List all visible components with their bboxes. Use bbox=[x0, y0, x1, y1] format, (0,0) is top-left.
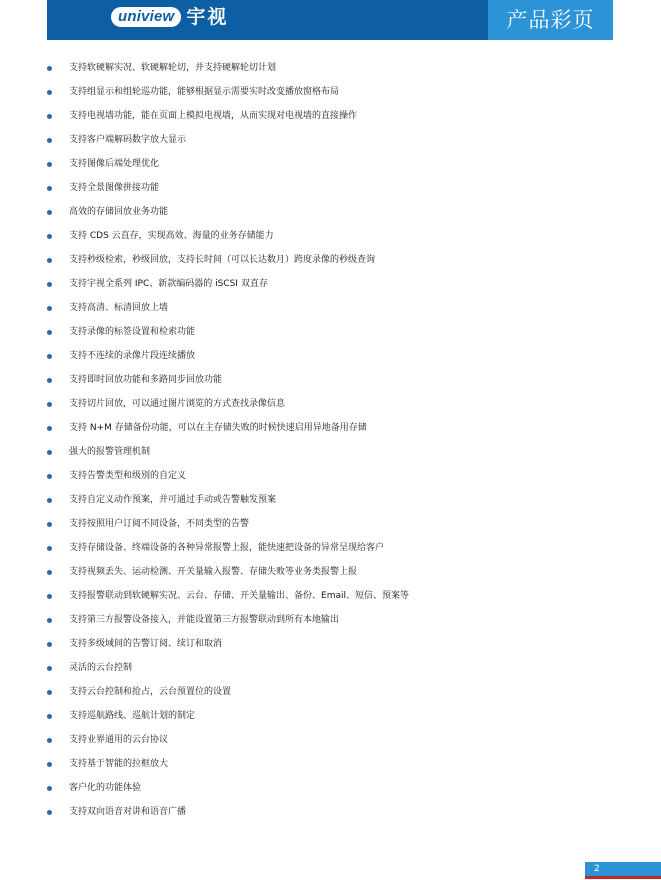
bullet-icon bbox=[47, 810, 52, 815]
list-item bbox=[47, 776, 607, 800]
list-item bbox=[47, 224, 607, 248]
list-item-text: 支持按照用户订阅不同设备，不同类型的告警 bbox=[69, 519, 250, 529]
list-item-text: 支持高清、标清回放上墙 bbox=[69, 303, 169, 313]
list-item-text: 支持宇视全系列 IPC、新款编码器的 iSCSI 双直存 bbox=[69, 279, 268, 289]
list-item-text: 客户化的功能体验 bbox=[69, 783, 142, 793]
list-item bbox=[47, 704, 607, 728]
bullet-icon bbox=[47, 738, 52, 743]
bullet-icon bbox=[47, 90, 52, 95]
list-item bbox=[47, 728, 607, 752]
list-item bbox=[47, 368, 607, 392]
list-item-text: 支持巡航路线、巡航计划的制定 bbox=[69, 711, 196, 721]
list-item bbox=[47, 440, 607, 464]
list-item bbox=[47, 296, 607, 320]
list-item-text: 支持软硬解实况、软硬解轮切，并支持硬解轮切计划 bbox=[69, 63, 277, 73]
list-item bbox=[47, 752, 607, 776]
bullet-icon bbox=[47, 354, 52, 359]
list-item bbox=[47, 272, 607, 296]
list-item-text: 支持 N+M 存储备份功能，可以在主存储失败的时候快速启用异地备用存储 bbox=[69, 423, 367, 433]
list-item bbox=[47, 128, 607, 152]
list-item-text: 支持图像后端处理优化 bbox=[69, 159, 160, 169]
bullet-icon bbox=[47, 210, 52, 215]
logo-chinese-name: 宇视 bbox=[186, 6, 229, 28]
list-item bbox=[47, 656, 607, 680]
footer-accent-line bbox=[585, 876, 661, 879]
list-item-text: 灵活的云台控制 bbox=[69, 663, 133, 673]
list-item bbox=[47, 584, 607, 608]
list-item-text: 支持不连续的录像片段连续播放 bbox=[69, 351, 196, 361]
list-item-text: 支持即时回放功能和多路同步回放功能 bbox=[69, 375, 223, 385]
list-item bbox=[47, 416, 607, 440]
bullet-icon bbox=[47, 306, 52, 311]
bullet-icon bbox=[47, 474, 52, 479]
list-item-text: 支持多级域间的告警订阅、续订和取消 bbox=[69, 639, 223, 649]
list-item-text: 支持组显示和组轮巡功能，能够根据显示需要实时改变播放窗格布局 bbox=[69, 87, 340, 97]
list-item bbox=[47, 56, 607, 80]
list-item-text: 支持电视墙功能，能在页面上模拟电视墙，从而实现对电视墙的直接操作 bbox=[69, 111, 358, 121]
bullet-icon bbox=[47, 498, 52, 503]
list-item-text: 强大的报警管理机制 bbox=[69, 447, 151, 457]
uniview-logo bbox=[111, 6, 228, 28]
list-item-text: 支持录像的标签设置和检索功能 bbox=[69, 327, 196, 337]
list-item bbox=[47, 80, 607, 104]
list-item bbox=[47, 320, 607, 344]
bullet-icon bbox=[47, 642, 52, 647]
list-item bbox=[47, 104, 607, 128]
list-item bbox=[47, 344, 607, 368]
list-item-text: 支持客户端解码数字放大显示 bbox=[69, 135, 187, 145]
list-item-text: 支持业界通用的云台协议 bbox=[69, 735, 169, 745]
bullet-icon bbox=[47, 114, 52, 119]
bullet-icon bbox=[47, 66, 52, 71]
bullet-icon bbox=[47, 282, 52, 287]
bullet-icon bbox=[47, 402, 52, 407]
list-item-text: 支持双向语音对讲和语音广播 bbox=[69, 807, 187, 817]
bullet-icon bbox=[47, 138, 52, 143]
list-item-text: 支持切片回放，可以通过图片浏览的方式查找录像信息 bbox=[69, 399, 286, 409]
list-item-text: 支持视频丢失、运动检测、开关量输入报警、存储失败等业务类报警上报 bbox=[69, 567, 358, 577]
list-item-text: 支持自定义动作预案，并可通过手动或告警触发预案 bbox=[69, 495, 277, 505]
list-item bbox=[47, 536, 607, 560]
list-item-text: 支持第三方报警设备接入，并能设置第三方报警联动到所有本地输出 bbox=[69, 615, 340, 625]
bullet-icon bbox=[47, 786, 52, 791]
bullet-icon bbox=[47, 594, 52, 599]
list-item bbox=[47, 176, 607, 200]
bullet-icon bbox=[47, 714, 52, 719]
bullet-icon bbox=[47, 546, 52, 551]
page-number: 2 bbox=[594, 864, 600, 874]
bullet-icon bbox=[47, 330, 52, 335]
page-title: 产品彩页 bbox=[488, 0, 613, 40]
logo-wordmark: uniview bbox=[111, 7, 181, 27]
bullet-icon bbox=[47, 234, 52, 239]
list-item bbox=[47, 248, 607, 272]
bullet-icon bbox=[47, 378, 52, 383]
list-item bbox=[47, 560, 607, 584]
list-item-text: 支持秒级检索，秒级回放，支持长时间（可以长达数月）跨度录像的秒级查询 bbox=[69, 255, 376, 265]
list-item-text: 支持全景图像拼接功能 bbox=[69, 183, 160, 193]
list-item bbox=[47, 800, 607, 824]
list-item-text: 支持存储设备、终端设备的各种异常报警上报，能快速把设备的异常呈现给客户 bbox=[69, 543, 385, 553]
bullet-icon bbox=[47, 426, 52, 431]
list-item bbox=[47, 152, 607, 176]
list-item bbox=[47, 488, 607, 512]
bullet-icon bbox=[47, 666, 52, 671]
list-item-text: 高效的存储回放业务功能 bbox=[69, 207, 169, 217]
bullet-icon bbox=[47, 162, 52, 167]
list-item-text: 支持报警联动到软硬解实况、云台、存储、开关量输出、备份、Email、短信、预案等 bbox=[69, 591, 409, 601]
bullet-icon bbox=[47, 450, 52, 455]
list-item bbox=[47, 392, 607, 416]
list-item bbox=[47, 680, 607, 704]
bullet-icon bbox=[47, 258, 52, 263]
bullet-icon bbox=[47, 570, 52, 575]
feature-list bbox=[47, 56, 607, 824]
list-item-text: 支持 CDS 云直存，实现高效、海量的业务存储能力 bbox=[69, 231, 274, 241]
bullet-icon bbox=[47, 690, 52, 695]
list-item bbox=[47, 200, 607, 224]
bullet-icon bbox=[47, 522, 52, 527]
bullet-icon bbox=[47, 618, 52, 623]
list-item-text: 支持告警类型和级别的自定义 bbox=[69, 471, 187, 481]
bullet-icon bbox=[47, 762, 52, 767]
bullet-icon bbox=[47, 186, 52, 191]
list-item-text: 支持基于智能的拉框放大 bbox=[69, 759, 169, 769]
list-item bbox=[47, 464, 607, 488]
list-item bbox=[47, 608, 607, 632]
list-item-text: 支持云台控制和抢占，云台预置位的设置 bbox=[69, 687, 232, 697]
list-item bbox=[47, 512, 607, 536]
list-item bbox=[47, 632, 607, 656]
